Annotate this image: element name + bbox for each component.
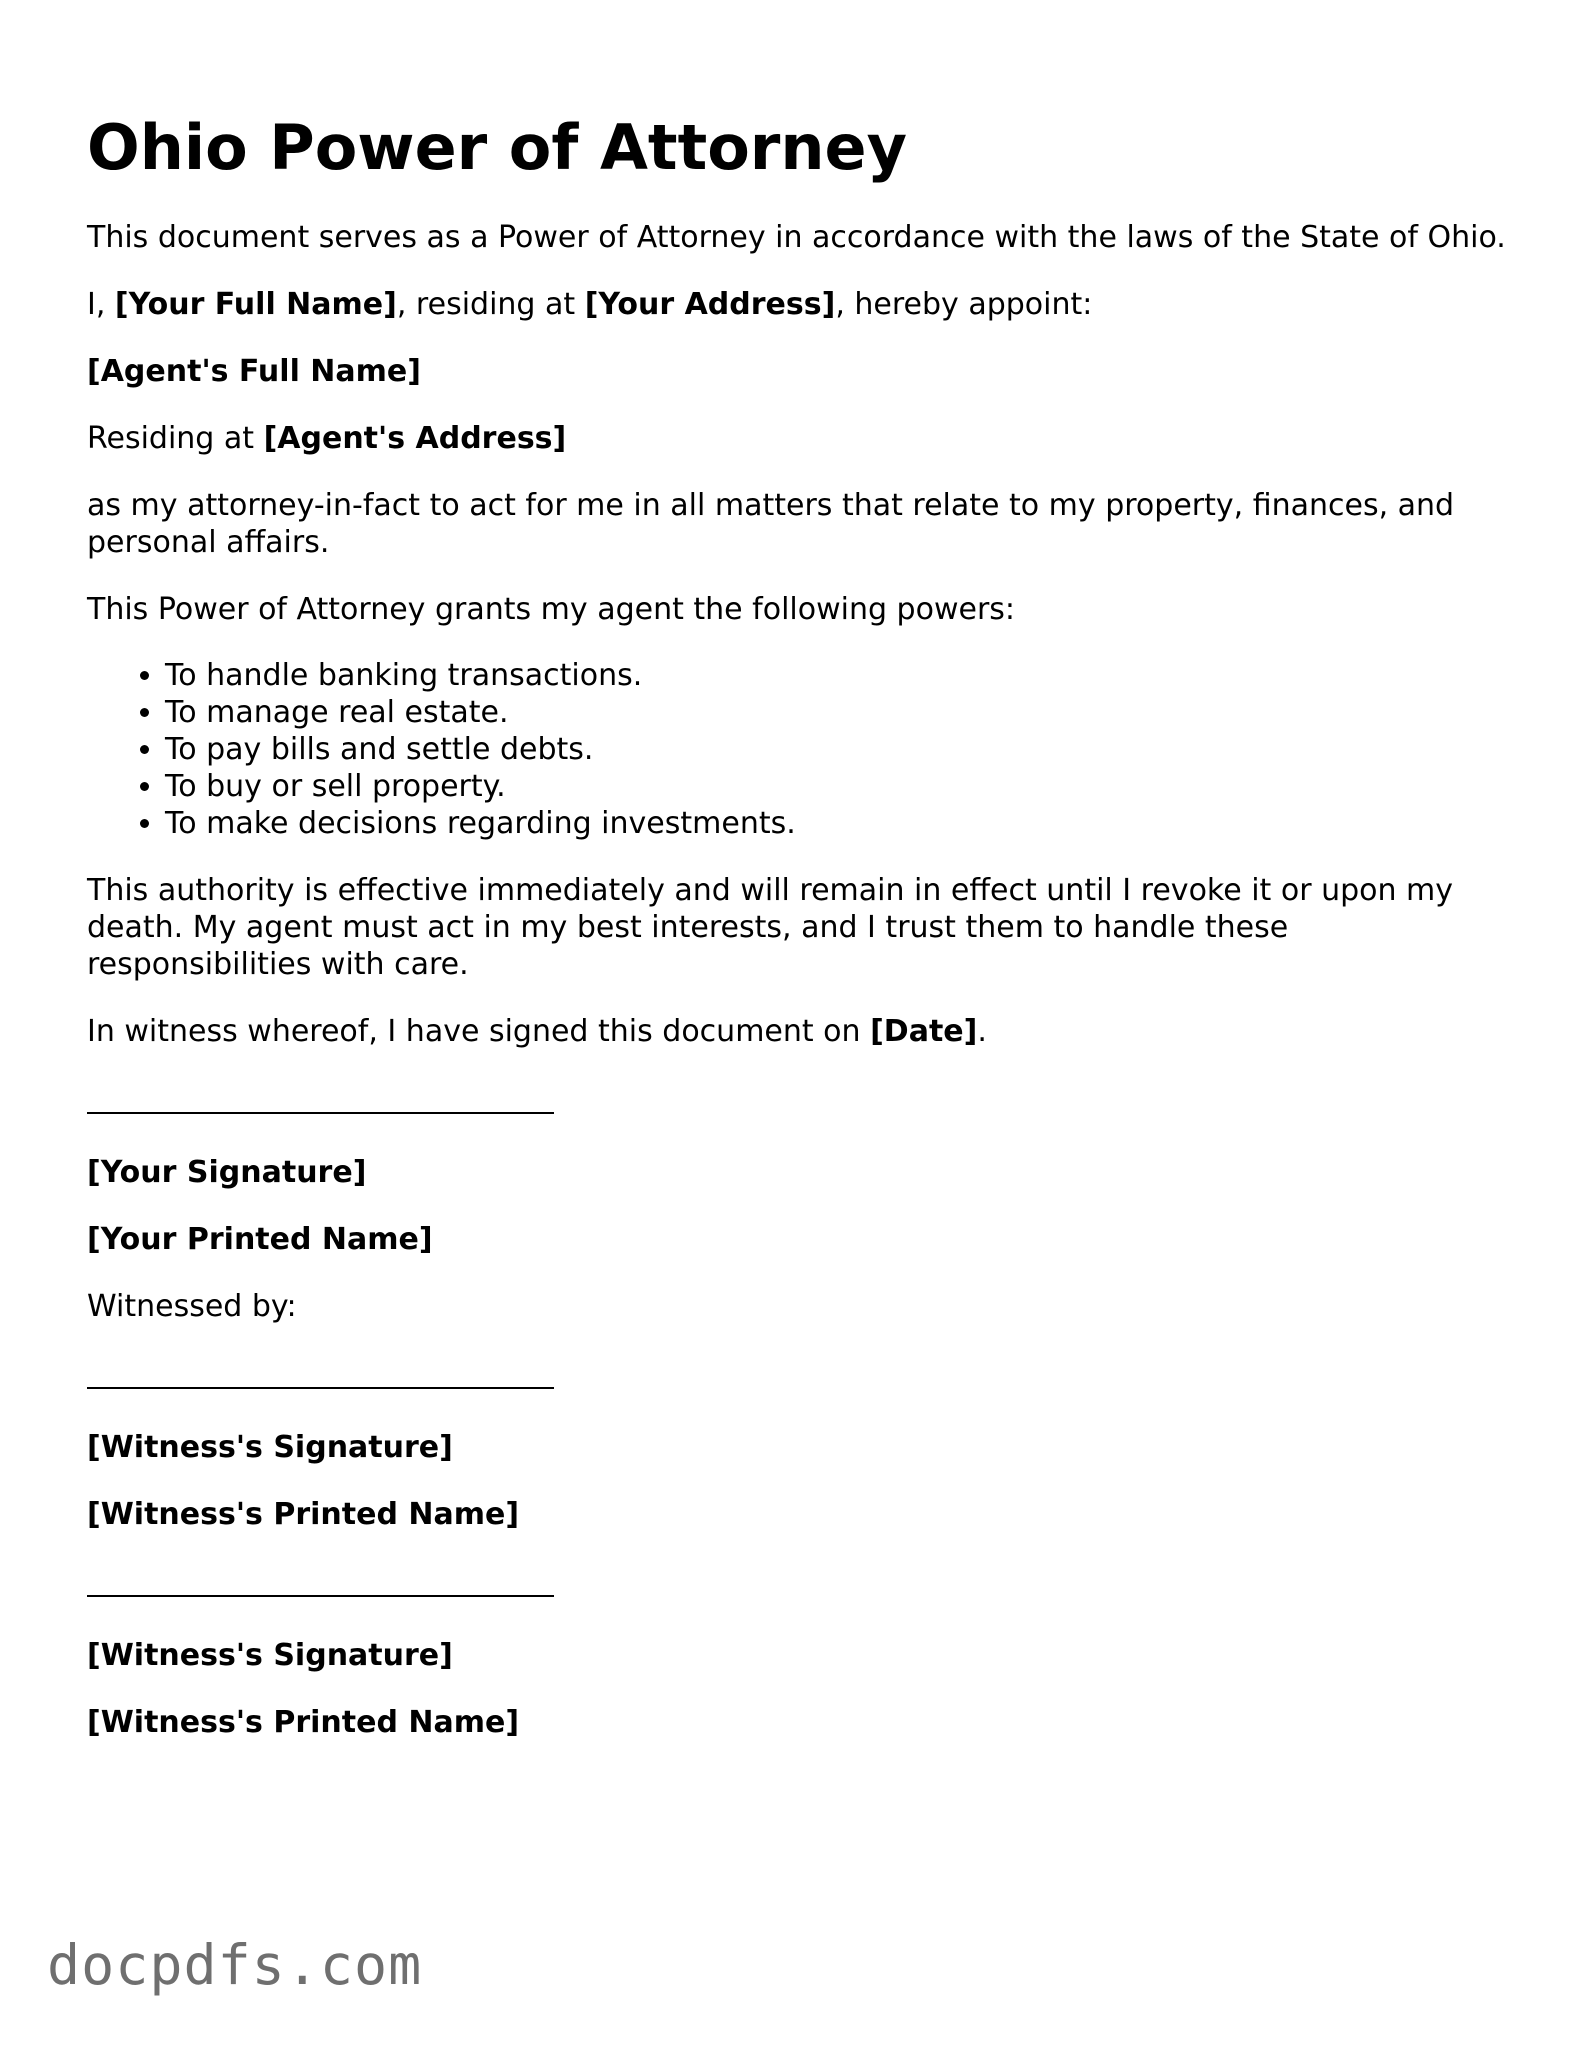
- witness-2-printed-name-label: [87, 1704, 1507, 1741]
- witness-1-signature-line: [87, 1367, 554, 1389]
- appointment-suffix: , hereby appoint:: [835, 287, 1093, 322]
- witness-1-printed-name-label: [87, 1496, 1507, 1533]
- list-item: • To buy or sell property.: [165, 768, 1507, 805]
- witness-2-printed-name-placeholder: [Witness's Printed Name]: [87, 1705, 520, 1740]
- principal-signature-label: [87, 1154, 1507, 1191]
- powers-list: [87, 657, 1507, 842]
- agent-address-paragraph: [87, 420, 1507, 457]
- principal-signature-placeholder: [Your Signature]: [87, 1155, 367, 1190]
- witness-1-signature-placeholder: [Witness's Signature]: [87, 1430, 453, 1465]
- powers-intro: This Power of Attorney grants my agent the following powers:: [87, 592, 1016, 627]
- agent-address-placeholder: [Agent's Address]: [263, 421, 567, 456]
- document-title: Ohio Power of Attorney: [87, 111, 907, 184]
- witness-2-signature-label: [87, 1637, 1507, 1674]
- principal-signature-line: [87, 1092, 554, 1114]
- witness-1-signature-label: [87, 1429, 1507, 1466]
- list-item: • To make decisions regarding investments.: [165, 805, 1507, 842]
- witness-clause-prefix: In witness whereof, I have signed this document on: [87, 1014, 871, 1049]
- list-item: • To handle banking transactions.: [165, 657, 1507, 694]
- agent-name-placeholder: [Agent's Full Name]: [87, 354, 421, 389]
- principal-address-placeholder: [Your Address]: [584, 287, 836, 322]
- list-item: • To manage real estate.: [165, 694, 1507, 731]
- intro-paragraph: This document serves as a Power of Attorney in accordance with the laws of the State of Ohio.: [87, 220, 1506, 255]
- principal-printed-name-label: [87, 1221, 1507, 1258]
- witnessed-by-label: Witnessed by:: [87, 1289, 297, 1324]
- appointment-middle: , residing at: [396, 287, 585, 322]
- list-item: • To pay bills and settle debts.: [165, 731, 1507, 768]
- witness-clause: [87, 1013, 1507, 1050]
- authority-paragraph: This authority is effective immediately and will remain in effect until I revoke it or upon my death. My agent must act in my best interests, and I trust them to handle these responsibilities with care.: [87, 873, 1454, 982]
- appointment-paragraph: [87, 286, 1507, 323]
- witness-1-printed-name-placeholder: [Witness's Printed Name]: [87, 1497, 520, 1532]
- principal-printed-name-placeholder: [Your Printed Name]: [87, 1222, 433, 1257]
- witness-clause-suffix: .: [977, 1014, 987, 1049]
- witness-2-signature-placeholder: [Witness's Signature]: [87, 1638, 453, 1673]
- document-page: [87, 105, 1507, 1771]
- appointment-prefix: I,: [87, 287, 115, 322]
- principal-name-placeholder: [Your Full Name]: [114, 287, 397, 322]
- agent-residing-prefix: Residing at: [87, 421, 264, 456]
- witness-2-signature-line: [87, 1575, 554, 1597]
- scope-paragraph: as my attorney-in-fact to act for me in all matters that relate to my property, finances, and personal affairs.: [87, 488, 1455, 560]
- agent-name-paragraph: [87, 353, 1507, 390]
- date-placeholder: [Date]: [870, 1014, 978, 1049]
- watermark: docpdfs.com: [47, 1933, 423, 1997]
